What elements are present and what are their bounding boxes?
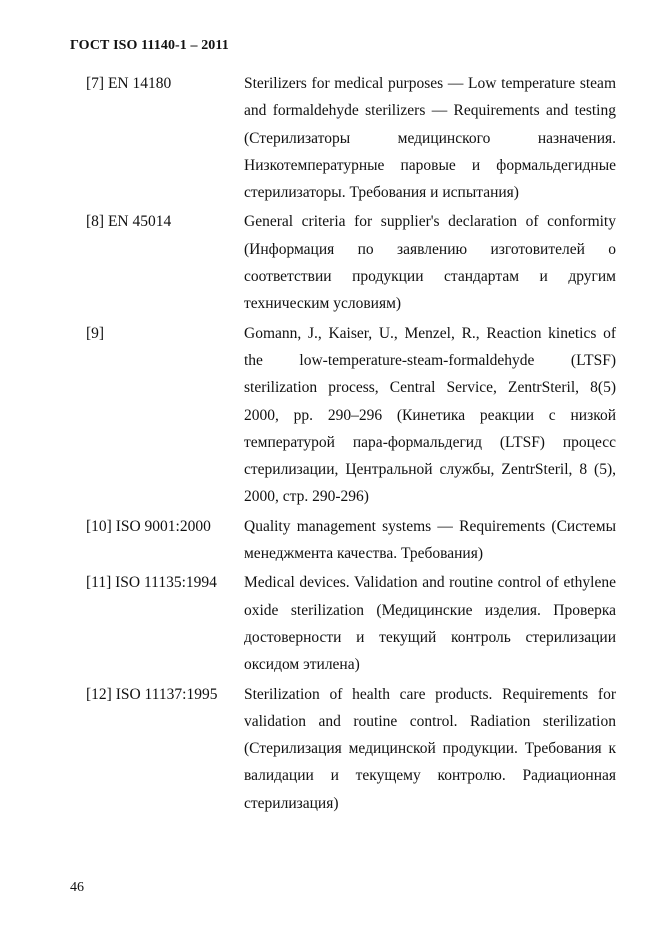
reference-text: Sterilization of health care products. Requirements for validation and routine control. Radiation sterilization (Стерилизация медицинской продукции. Требования к валидации и текущему контролю. Радиационная стерилизация): [244, 685, 616, 812]
reference-text: General criteria for supplier's declaration of conformity (Информация по заявлению изготовителей о соответствии продукции стандартам и другим техническим условиям): [244, 213, 616, 313]
reference-text: Gomann, J., Kaiser, U., Menzel, R., Reaction kinetics of the low-temperature-steam-formaldehyde (LTSF) sterilization process, Central Service, ZentrSteril, 8(5) 2000, pp. 290–296 (Кинетика реакции с низкой температурой пара-формальдегид (LTSF) процесс стерилизации, Центральной службы, ZentrSteril, 8 (5), 2000, стр. 290-296): [244, 324, 616, 506]
bibliography-entry: [86, 569, 616, 678]
reference-text: Quality management systems — Requirements (Системы менеджмента качества. Требования): [244, 517, 616, 563]
reference-id: [11] ISO 11135:1994: [86, 574, 217, 592]
bibliography-entry: [86, 320, 616, 511]
reference-id: [12] ISO 11137:1995: [86, 685, 218, 703]
reference-id: [7] EN 14180: [86, 75, 172, 92]
bibliography-entry: [86, 681, 616, 817]
reference-text: Medical devices. Validation and routine control of ethylene oxide sterilization (Медицинские изделия. Проверка достоверности и текущий контроль стерилизации оксидом этилена): [244, 574, 616, 674]
bibliography-entry: [86, 70, 616, 206]
bibliography-list: [86, 70, 616, 819]
page-number: 46: [70, 880, 84, 895]
reference-text: Sterilizers for medical purposes — Low temperature steam and formaldehyde sterilizers — Requirements and testing (Стерилизаторы медицинского назначения. Низкотемпературные паровые и формальдегидные стерилизаторы. Требования и испытания): [244, 75, 616, 202]
reference-id: [10] ISO 9001:2000: [86, 517, 211, 535]
document-header: ГОСТ ISO 11140-1 – 2011: [70, 38, 229, 53]
bibliography-entry: [86, 208, 616, 317]
reference-id: [9]: [86, 324, 105, 342]
bibliography-entry: [86, 513, 616, 568]
reference-id: [8] EN 45014: [86, 213, 172, 231]
